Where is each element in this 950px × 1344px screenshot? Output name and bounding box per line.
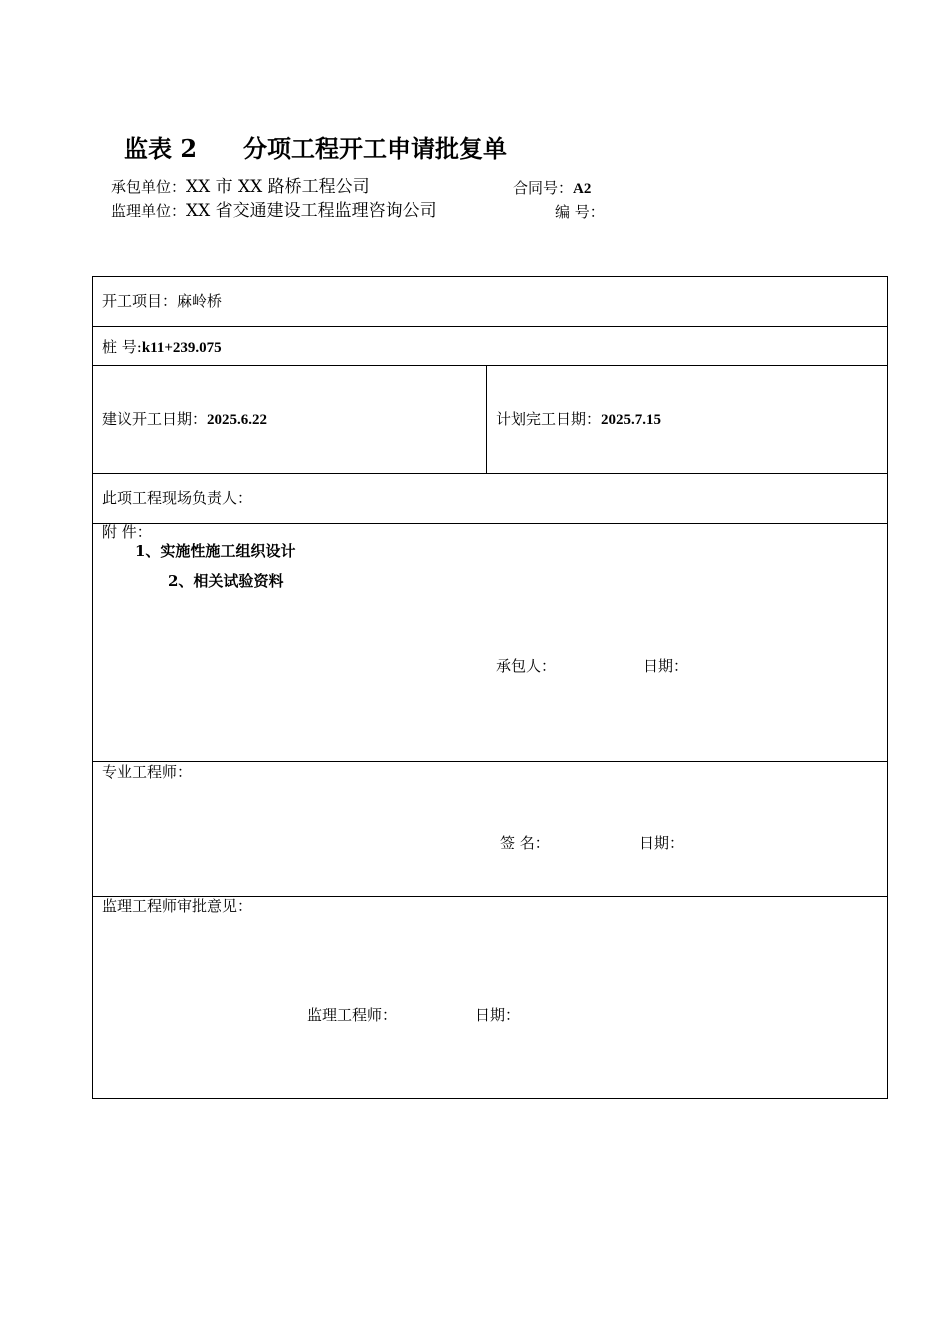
project-value: 麻岭桥: [177, 292, 223, 310]
end-date-label: 计划完工日期：: [496, 410, 602, 428]
project-label: 开工项目：: [102, 292, 178, 310]
station-field: [102, 337, 222, 358]
contract-no-line: [513, 177, 591, 200]
approver-label: 监理工程师：: [307, 1006, 398, 1024]
contractor-sign-label: 承包人：: [496, 657, 557, 675]
engineer-label: 专业工程师：: [102, 763, 193, 781]
station-label: 桩 号:: [102, 338, 142, 356]
supervisor-line: [111, 200, 437, 222]
approval-label: 监理工程师审批意见：: [102, 897, 253, 915]
application-form: [92, 276, 888, 1099]
attachments-label: 附 件：: [102, 523, 152, 541]
contractor-date-label: 日期：: [643, 657, 689, 675]
station-value: k11+239.075: [141, 340, 222, 356]
serial-no-label: 编 号：: [555, 203, 605, 221]
engineer-date-label: 日期：: [639, 834, 685, 852]
row-engineer: [93, 762, 887, 897]
row-station: [93, 327, 887, 366]
start-date-value: 2025.6.22: [207, 412, 268, 428]
contract-no-value: A2: [573, 181, 592, 197]
contract-no-label: 合同号：: [513, 179, 574, 197]
contractor-line: [111, 176, 370, 198]
page-title: 分项工程开工申请批复单: [243, 134, 507, 163]
supervisor-label: 监理单位：: [111, 202, 187, 220]
row-dates: [93, 366, 887, 474]
approver-date-label: 日期：: [475, 1006, 521, 1024]
row-attachments: [93, 524, 887, 762]
attachment-item: 1、实施性施工组织设计: [135, 542, 296, 560]
project-field: [102, 291, 222, 311]
start-date-field: [102, 409, 267, 430]
dates-divider: [486, 366, 487, 473]
start-date-label: 建议开工日期：: [102, 410, 208, 428]
row-project: [93, 277, 887, 327]
site-manager-label: 此项工程现场负责人：: [102, 489, 253, 507]
row-approval: [93, 897, 887, 1100]
end-date-value: 2025.7.15: [601, 412, 662, 428]
row-site-manager: [93, 474, 887, 524]
contractor-value: XX 市 XX 路桥工程公司: [186, 177, 370, 197]
form-code: 监表 2: [124, 134, 198, 163]
end-date-field: [496, 409, 661, 430]
attachment-item: 2、相关试验资料: [168, 572, 284, 590]
contractor-label: 承包单位：: [111, 178, 187, 196]
supervisor-value: XX 省交通建设工程监理咨询公司: [186, 201, 437, 221]
engineer-sign-label: 签 名：: [500, 834, 550, 852]
